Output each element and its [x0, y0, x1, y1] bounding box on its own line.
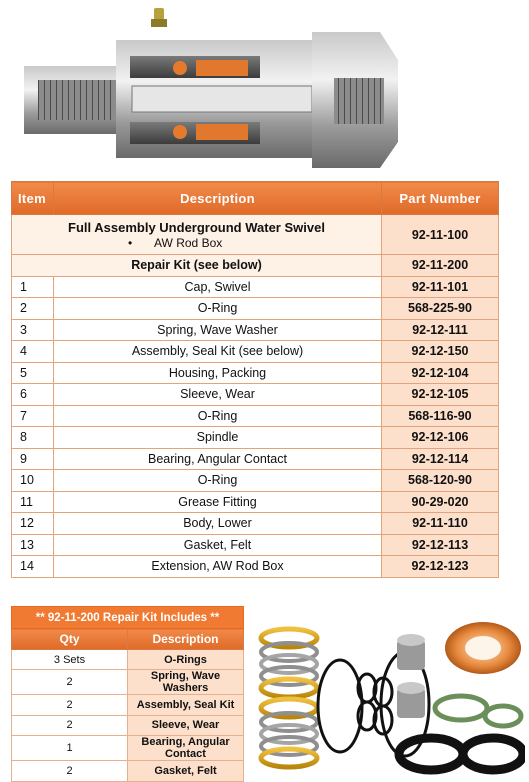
table-row	[12, 650, 244, 670]
table-row	[12, 298, 499, 320]
table-row	[12, 534, 499, 556]
repair-kit-parts-photo	[255, 608, 525, 778]
item-cell: 5	[12, 362, 54, 384]
description-cell: Cap, Swivel	[54, 276, 382, 298]
wave-washer-springs-photo	[261, 629, 317, 767]
parts-table	[11, 181, 499, 578]
description-cell: O-Ring	[54, 470, 382, 492]
table-row	[12, 736, 244, 761]
table-row	[12, 405, 499, 427]
item-column-header: Item	[12, 182, 54, 215]
table-row	[12, 276, 499, 298]
item-cell: 2	[12, 298, 54, 320]
part-number-cell: 90-29-020	[382, 491, 499, 513]
repair-kit-caption: ** 92-11-200 Repair Kit Includes **	[12, 607, 244, 629]
part-number-cell: 92-11-110	[382, 513, 499, 535]
water-swivel-cutaway-illustration	[20, 4, 420, 176]
description-cell: Grease Fitting	[54, 491, 382, 513]
description-cell: Body, Lower	[54, 513, 382, 535]
table-row	[12, 448, 499, 470]
full-assembly-subtitle: AW Rod Box	[154, 235, 223, 250]
qty-cell: 3 Sets	[12, 650, 128, 670]
part-number-cell: 92-12-106	[382, 427, 499, 449]
description-cell: Spring, Wave Washer	[54, 319, 382, 341]
description-cell: O-Ring	[54, 298, 382, 320]
table-row	[12, 556, 499, 578]
kit-description-cell: O-Rings	[128, 650, 244, 670]
qty-cell: 2	[12, 761, 128, 781]
qty-cell: 2	[12, 715, 128, 735]
kit-description-cell: Assembly, Seal Kit	[128, 695, 244, 715]
part-number-cell: 92-12-150	[382, 341, 499, 363]
full-assembly-title: Full Assembly Underground Water Swivel	[68, 219, 325, 235]
wear-sleeves-photo	[397, 634, 425, 718]
full-assembly-row	[12, 215, 499, 255]
table-row	[12, 715, 244, 735]
part-number-cell: 568-225-90	[382, 298, 499, 320]
table-row	[12, 695, 244, 715]
item-cell: 12	[12, 513, 54, 535]
repair-kit-caption-row	[12, 607, 244, 629]
kit-description-cell: Bearing, Angular Contact	[128, 736, 244, 761]
parts-table-header-row	[12, 182, 499, 215]
table-row	[12, 670, 244, 695]
table-row	[12, 341, 499, 363]
body-illustration	[116, 40, 312, 158]
table-row	[12, 470, 499, 492]
description-cell: O-Ring	[54, 405, 382, 427]
part-number-cell: 92-12-123	[382, 556, 499, 578]
qty-cell: 2	[12, 695, 128, 715]
part-number-cell: 568-120-90	[382, 470, 499, 492]
kit-description-cell: Sleeve, Wear	[128, 715, 244, 735]
part-number-cell: 92-12-113	[382, 534, 499, 556]
description-column-header: Description	[54, 182, 382, 215]
full-assembly-subtitle-line	[18, 236, 375, 250]
qty-cell: 1	[12, 736, 128, 761]
part-number-cell: 92-12-105	[382, 384, 499, 406]
part-number-cell: 92-12-111	[382, 319, 499, 341]
item-cell: 13	[12, 534, 54, 556]
description-cell: Assembly, Seal Kit (see below)	[54, 341, 382, 363]
item-cell: 6	[12, 384, 54, 406]
part-number-cell: 92-11-101	[382, 276, 499, 298]
kit-description-cell: Spring, Wave Washers	[128, 670, 244, 695]
description-cell: Sleeve, Wear	[54, 384, 382, 406]
item-cell: 1	[12, 276, 54, 298]
item-cell: 11	[12, 491, 54, 513]
item-cell: 9	[12, 448, 54, 470]
description-cell: Spindle	[54, 427, 382, 449]
table-row	[12, 319, 499, 341]
qty-cell: 2	[12, 670, 128, 695]
part-number-cell: 92-12-104	[382, 362, 499, 384]
full-assembly-description	[12, 215, 382, 255]
table-row	[12, 761, 244, 781]
table-row	[12, 491, 499, 513]
table-row	[12, 513, 499, 535]
kit-description-column-header: Description	[128, 629, 244, 650]
bullet-icon: •	[128, 235, 133, 250]
kit-description-cell: Gasket, Felt	[128, 761, 244, 781]
table-row	[12, 384, 499, 406]
item-cell: 4	[12, 341, 54, 363]
part-number-column-header: Part Number	[382, 182, 499, 215]
description-cell: Bearing, Angular Contact	[54, 448, 382, 470]
housing-illustration	[312, 32, 398, 168]
table-row	[12, 362, 499, 384]
part-number-cell: 92-12-114	[382, 448, 499, 470]
table-row	[12, 427, 499, 449]
item-cell: 3	[12, 319, 54, 341]
part-number-cell: 568-116-90	[382, 405, 499, 427]
repair-kit-header-row	[12, 629, 244, 650]
extension-illustration	[24, 66, 116, 134]
item-cell: 7	[12, 405, 54, 427]
repair-kit-description: Repair Kit (see below)	[12, 255, 382, 277]
description-cell: Extension, AW Rod Box	[54, 556, 382, 578]
full-assembly-part-number: 92-11-100	[382, 215, 499, 255]
qty-column-header: Qty	[12, 629, 128, 650]
description-cell: Housing, Packing	[54, 362, 382, 384]
repair-kit-row	[12, 255, 499, 277]
item-cell: 10	[12, 470, 54, 492]
repair-kit-part-number: 92-11-200	[382, 255, 499, 277]
item-cell: 8	[12, 427, 54, 449]
item-cell: 14	[12, 556, 54, 578]
angular-contact-bearing-photo	[445, 622, 521, 674]
grease-fitting-illustration	[151, 8, 167, 27]
description-cell: Gasket, Felt	[54, 534, 382, 556]
repair-kit-table	[11, 606, 244, 782]
